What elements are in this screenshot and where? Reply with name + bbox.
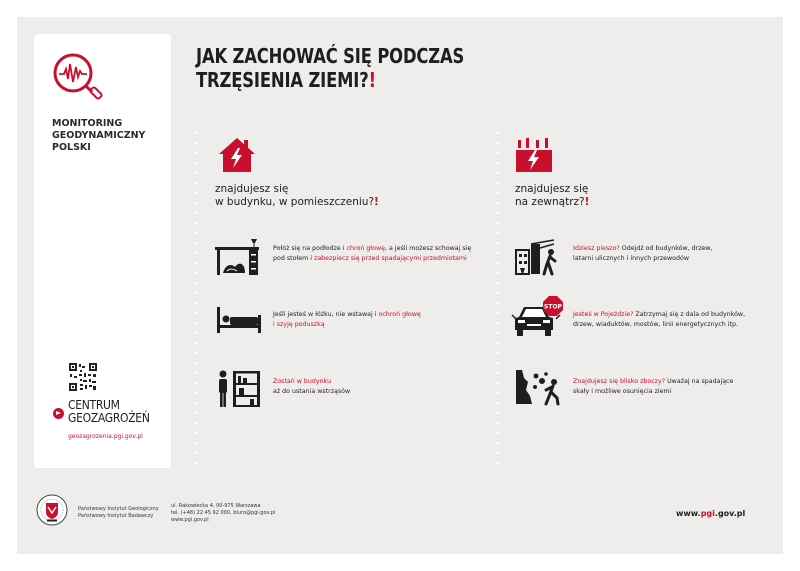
buildings-lightning-icon — [514, 136, 554, 174]
outdoor-item-1-line-2: latarni ulicznych i innych przewodów — [573, 255, 690, 262]
stop-sign-label: STOP — [544, 303, 562, 311]
outdoor-item-3-text — [573, 377, 733, 397]
brand-line-3: POLSKI — [52, 142, 91, 153]
outdoor-item-1-text — [573, 244, 713, 264]
title-line-1: JAK ZACHOWAĆ SIĘ PODCZAS — [196, 44, 465, 68]
indoor-item-3-text — [273, 377, 350, 397]
outdoor-heading-line-2: na zewnątrz?! — [515, 196, 590, 208]
centrum-line-1: CENTRUM — [68, 398, 120, 412]
outdoor-item-2-text — [573, 310, 745, 330]
person-shelf-icon — [217, 369, 265, 409]
centrum-url-link[interactable]: geozagrozenia.pgi.gov.pl — [68, 433, 143, 440]
pedestrian-buildings-icon — [514, 238, 562, 276]
indoor-heading-line-2: w budynku, w pomieszczeniu?! — [215, 196, 379, 208]
footer-address-line-1: ul. Rakowiecka 4, 00-975 Warszawa — [171, 503, 261, 509]
indoor-heading — [215, 183, 379, 209]
footer-organization — [78, 506, 159, 520]
falling-rocks-icon — [514, 368, 564, 406]
outdoor-heading — [515, 183, 589, 209]
qr-code[interactable] — [68, 362, 98, 392]
indoor-item-1-line-2: pod stołem i zabezpiecz się przed spadającymi przedmiotami — [273, 255, 467, 262]
desk-shelter-icon — [213, 237, 263, 277]
outdoor-item-3-line-2: skały i możliwe osunięcia ziemi — [573, 388, 672, 395]
indoor-item-3-line-2: aż do ustania wstrząsów — [273, 388, 351, 395]
brand-name — [52, 118, 162, 154]
footer-website-line[interactable]: www.pgi.gov.pl — [171, 517, 209, 523]
outdoor-item-3-line-1: Znajdujesz się blisko zboczy? Uważaj na spadające — [573, 378, 734, 385]
outdoor-item-2-line-2: drzew, wiaduktów, mostów, linii energetycznych itp. — [573, 321, 738, 328]
title-line-2: TRZĘSIENIA ZIEMI?! — [196, 68, 376, 92]
footer-org-line-2: Państwowy Instytut Badawczy — [78, 513, 154, 519]
centrum-geozagrozen-logo[interactable] — [68, 399, 150, 425]
brand-line-1: MONITORING — [52, 118, 123, 129]
page-title — [196, 44, 464, 92]
indoor-item-1-text — [273, 244, 471, 264]
car-stop-icon — [511, 295, 567, 339]
footer-address — [171, 503, 275, 524]
indoor-item-2-line-1: Jeśli jesteś w łóżku, nie wstawaj i ochroń głowę — [273, 311, 421, 318]
outdoor-item-2-line-1: Jesteś w Pojeździe? Zatrzymaj się z dala od budynków, — [573, 311, 746, 318]
outdoor-heading-line-1: znajdujesz się — [515, 183, 589, 195]
brand-line-2: GEODYNAMICZNY — [52, 130, 146, 141]
indoor-item-2-line-2: i szyję poduszką — [273, 321, 325, 328]
indoor-item-2-text — [273, 310, 421, 330]
bed-icon — [215, 305, 263, 335]
footer-url-link[interactable]: www.pgi.gov.pl — [676, 509, 746, 518]
arrow-right-icon — [53, 408, 64, 419]
house-lightning-icon — [218, 136, 256, 174]
footer-contact-line: tel. (+48) 22 45 92 000, bluro@pgi.gov.pl — [171, 510, 276, 516]
indoor-item-3-line-1: Zostań w budynku — [273, 378, 332, 385]
indoor-heading-line-1: znajdujesz się — [215, 183, 289, 195]
pgi-seal-logo — [36, 494, 68, 526]
dotted-divider-right — [496, 128, 499, 468]
outdoor-item-1-line-1: Idziesz pieszo? Odejdź od budynków, drzew, — [573, 245, 713, 252]
centrum-line-2: GEOZAGROŻEŃ — [68, 411, 150, 425]
footer-org-line-1: Państwowy Instytut Geologiczny — [78, 506, 159, 512]
dotted-divider-left — [195, 128, 198, 468]
magnifier-seismograph-icon — [52, 52, 104, 106]
indoor-item-1-line-1: Połóż się na podłodze i chroń głowę, a jeśli możesz schowaj się — [273, 245, 472, 252]
